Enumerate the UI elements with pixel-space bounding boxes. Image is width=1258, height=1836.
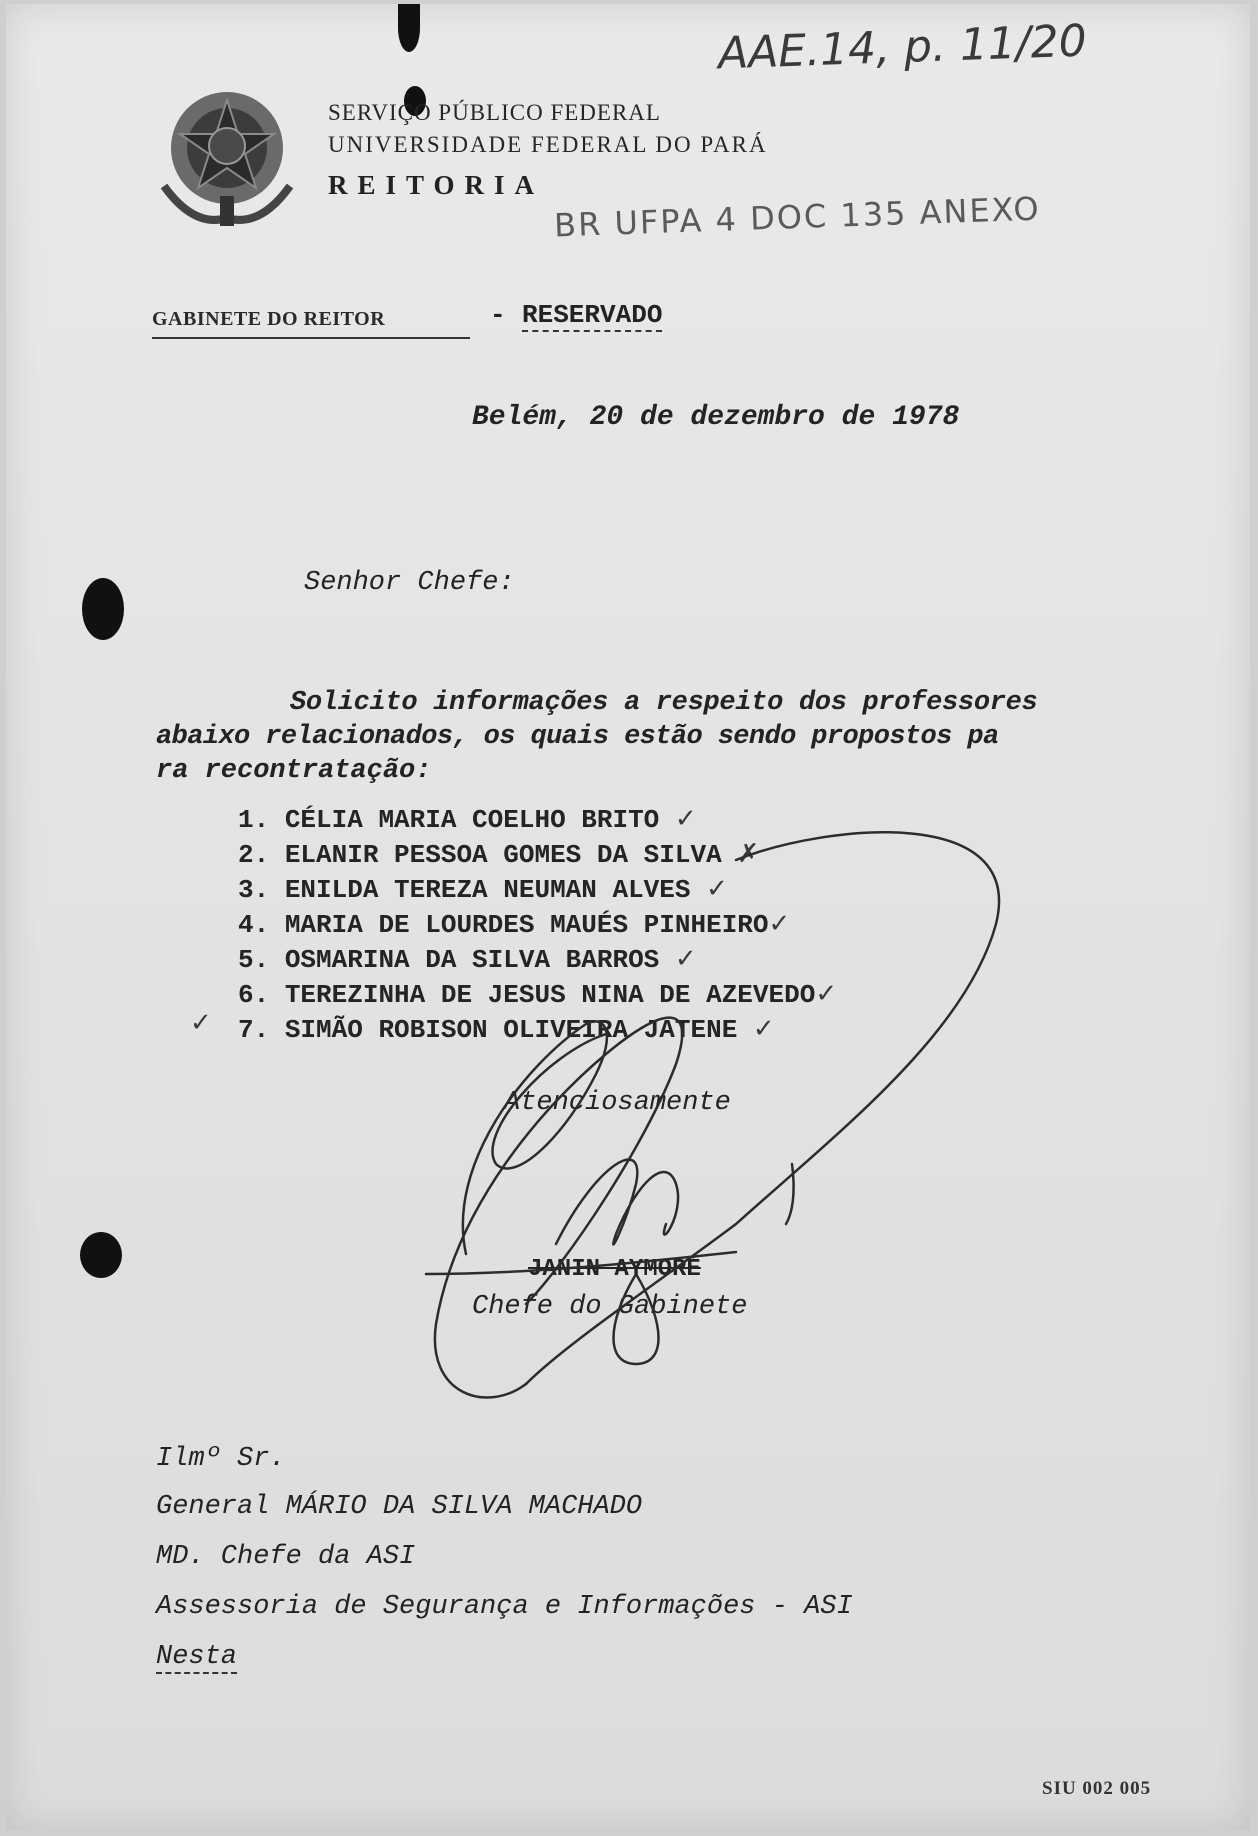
letterhead-line-university: UNIVERSIDADE FEDERAL DO PARÁ: [328, 132, 768, 157]
punch-hole-top: [398, 4, 420, 52]
professor-name: OSMARINA DA SILVA BARROS: [284, 945, 660, 975]
list-item: 7. SIMÃO ROBISON OLIVEIRA JATENE ✓: [238, 1014, 775, 1045]
body-line-3: ra recontratação:: [156, 756, 432, 786]
handwritten-signature: [406, 804, 1026, 1424]
cross-mark-icon: ✗: [737, 839, 760, 869]
professor-name: CÉLIA MARIA COELHO BRITO: [284, 805, 660, 835]
margin-mark-icon: ✓: [190, 1008, 212, 1038]
office-separator: -: [490, 300, 506, 330]
checkmark-icon: ✓: [674, 944, 697, 974]
professor-name: SIMÃO ROBISON OLIVEIRA JATENE: [284, 1015, 738, 1045]
addressee-organization: Assessoria de Segurança e Informações - ASI: [156, 1592, 853, 1622]
salutation: Senhor Chefe:: [304, 568, 515, 598]
addressee-name: General MÁRIO DA SILVA MACHADO: [156, 1492, 643, 1522]
letterhead-reitoria: REITORIA: [328, 170, 545, 200]
checkmark-icon: ✓: [768, 909, 791, 939]
professor-name: TEREZINHA DE JESUS NINA DE AZEVEDO: [284, 980, 816, 1010]
checkmark-icon: ✓: [752, 1014, 775, 1044]
list-item: 3. ENILDA TEREZA NEUMAN ALVES ✓: [238, 874, 728, 905]
list-item: 5. OSMARINA DA SILVA BARROS ✓: [238, 944, 697, 975]
signatory-title: Chefe do Gabinete: [472, 1292, 748, 1322]
punch-hole-left-upper: [82, 578, 124, 640]
document-page: [6, 4, 1250, 1830]
letter-date: Belém, 20 de dezembro de 1978: [472, 402, 960, 433]
addressee-role: MD. Chefe da ASI: [156, 1542, 416, 1572]
closing: Atenciosamente: [504, 1088, 731, 1118]
body-line-1: Solicito informações a respeito dos professores: [290, 688, 1038, 718]
office-label-text: GABINETE DO REITOR: [152, 308, 386, 330]
professor-name: ELANIR PESSOA GOMES DA SILVA: [284, 840, 722, 870]
addressee-location: Nesta: [156, 1642, 238, 1672]
professor-name: ENILDA TEREZA NEUMAN ALVES: [284, 875, 691, 905]
list-item: 6. TEREZINHA DE JESUS NINA DE AZEVEDO✓: [238, 979, 838, 1010]
signatory-name: JANIN AYMORÉ: [528, 1256, 701, 1283]
addressee-honorific: Ilmº Sr.: [156, 1444, 286, 1474]
list-item: 4. MARIA DE LOURDES MAUÉS PINHEIRO✓: [238, 909, 791, 940]
punch-hole-left-lower: [80, 1232, 122, 1278]
checkmark-icon: ✓: [815, 979, 838, 1009]
brazil-coat-of-arms-seal: [154, 78, 300, 230]
archive-reference-top: AAE.14, p. 11/20: [717, 15, 1088, 80]
checkmark-icon: ✓: [706, 874, 728, 904]
archive-reference-mid: BR UFPA 4 DOC 135 ANEXO: [553, 189, 1042, 245]
professor-name: MARIA DE LOURDES MAUÉS PINHEIRO: [284, 910, 769, 940]
checkmark-icon: ✓: [674, 804, 697, 834]
body-line-2: abaixo relacionados, os quais estão sendo propostos pa: [156, 722, 999, 752]
office-label: [152, 308, 470, 339]
letterhead-line-service: SERVIÇO PÚBLICO FEDERAL: [328, 100, 661, 125]
classification-reserved: RESERVADO: [522, 300, 663, 330]
form-code: SIU 002 005: [1042, 1778, 1152, 1799]
list-item: 2. ELANIR PESSOA GOMES DA SILVA ✗: [238, 839, 760, 870]
list-item: 1. CÉLIA MARIA COELHO BRITO ✓: [238, 804, 697, 835]
